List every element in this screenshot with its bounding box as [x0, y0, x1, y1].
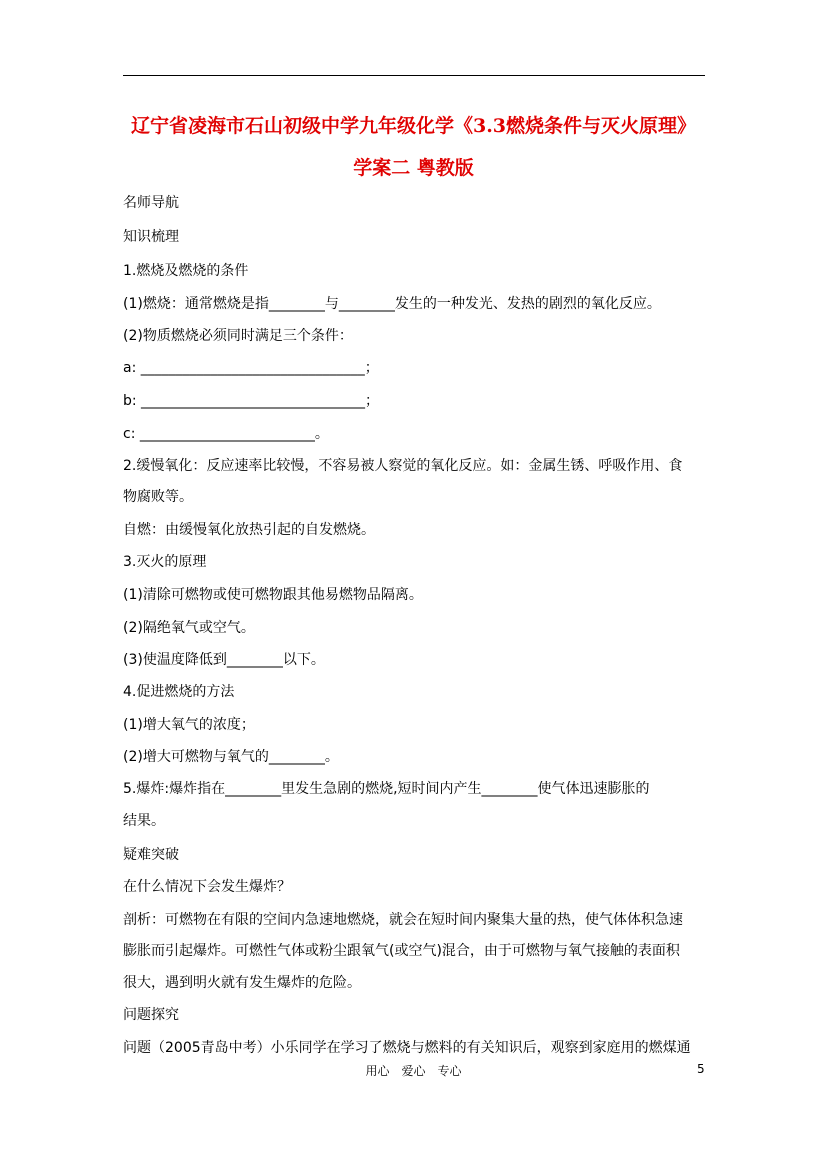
document-title-line-2: 学案二 粤教版	[353, 157, 474, 179]
text-line: 自燃：由缓慢氧化放热引起的自发燃烧。	[123, 522, 375, 538]
blank-line-b: b: ________________________________；	[123, 393, 380, 409]
text-line: 很大，遇到明火就有发生爆炸的危险。	[123, 975, 361, 991]
text-line: (3)使温度降低到________以下。	[123, 652, 325, 668]
section-heading-inquiry: 问题探究	[123, 1007, 179, 1023]
text-line: (1)清除可燃物或使可燃物跟其他易燃物品隔离。	[123, 587, 423, 603]
text-line: (2)隔绝氧气或空气。	[123, 620, 255, 636]
section-heading-guide: 名师导航	[123, 195, 179, 211]
blank-line-c: c: _________________________。	[123, 426, 329, 442]
text-line: (2)增大可燃物与氧气的________。	[123, 749, 339, 765]
document-title-line-1: 辽宁省凌海市石山初级中学九年级化学《3.3燃烧条件与灭火原理》	[130, 115, 697, 137]
text-line: (1)燃烧：通常燃烧是指________与________发生的一种发光、发热的剧烈的氧化反应。	[123, 296, 661, 312]
text-line: 结果。	[123, 813, 165, 829]
text-line: 剖析：可燃物在有限的空间内急速地燃烧，就会在短时间内聚集大量的热，使气体体积急速	[123, 912, 683, 928]
page-number: 5	[697, 1062, 705, 1076]
section-heading-difficulty: 疑难突破	[123, 847, 179, 863]
text-line: (1)增大氧气的浓度；	[123, 717, 255, 733]
text-line: 膨胀而引起爆炸。可燃性气体或粉尘跟氧气(或空气)混合，由于可燃物与氧气接触的表面积	[123, 943, 680, 959]
text-line: 问题（2005青岛中考）小乐同学在学习了燃烧与燃料的有关知识后，观察到家庭用的燃煤通	[123, 1040, 691, 1056]
text-line: 物腐败等。	[123, 489, 193, 505]
section-heading-knowledge: 知识梳理	[123, 229, 179, 245]
item-heading-combustion: 1.燃烧及燃烧的条件	[123, 263, 249, 279]
question-line: 在什么情况下会发生爆炸？	[123, 879, 291, 895]
item-heading-promote: 4.促进燃烧的方法	[123, 684, 235, 700]
blank-line-a: a: ________________________________；	[123, 360, 379, 376]
header-rule	[123, 75, 705, 76]
footer-slogan: 用心 爱心 专心	[365, 1064, 462, 1078]
text-line: (2)物质燃烧必须同时满足三个条件：	[123, 328, 353, 344]
item-heading-extinguish: 3.灭火的原理	[123, 554, 207, 570]
item-heading-slow-oxidation: 2.缓慢氧化：反应速率比较慢，不容易被人察觉的氧化反应。如：金属生锈、呼吸作用、食	[123, 458, 683, 474]
item-heading-explosion: 5.爆炸:爆炸指在________里发生急剧的燃烧,短时间内产生________使气体迅速膨胀的	[123, 781, 650, 797]
